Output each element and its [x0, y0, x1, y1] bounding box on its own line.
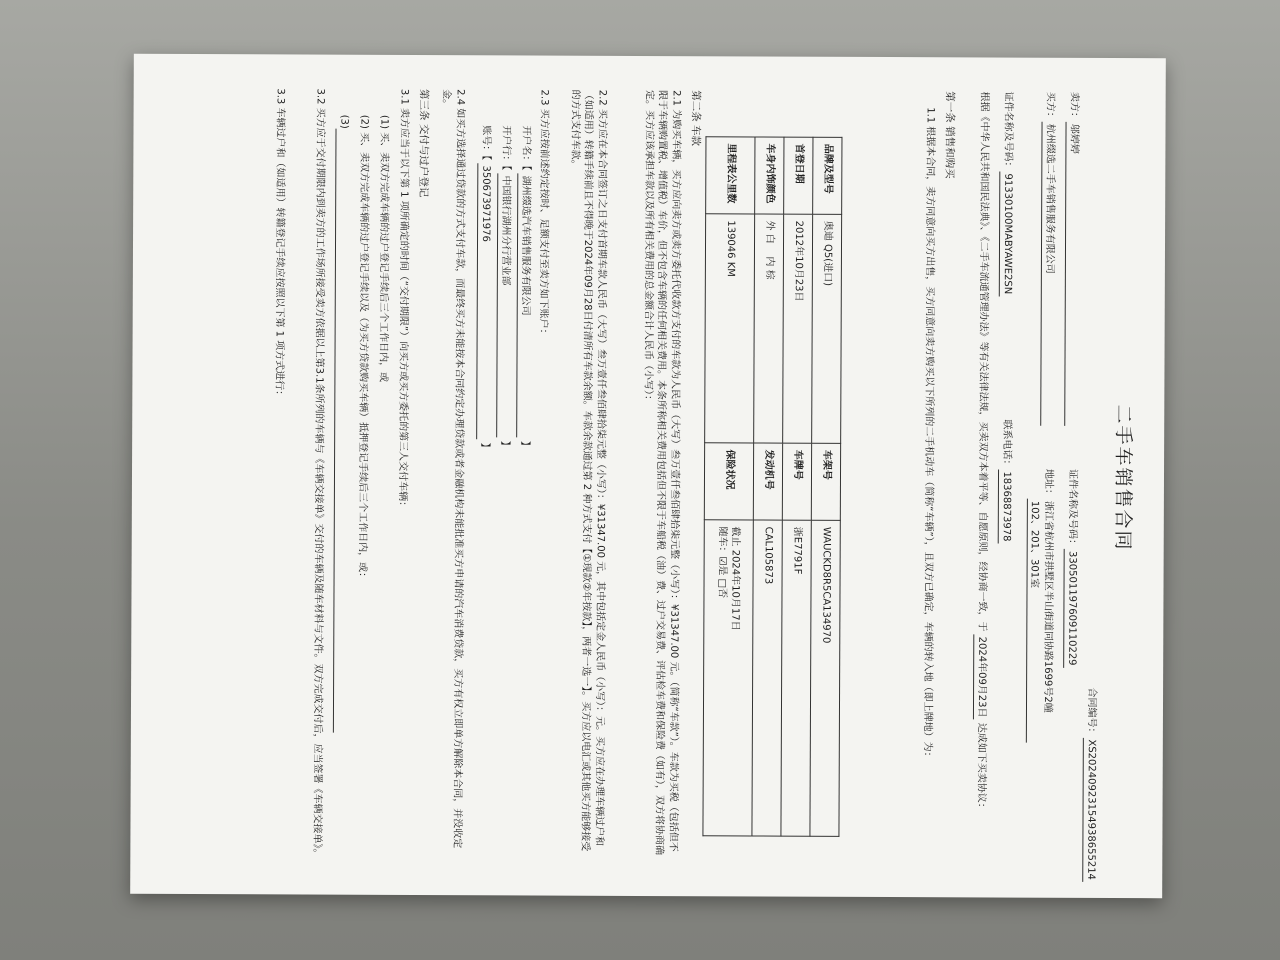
plate-label: 车牌号: [782, 443, 811, 520]
bank-row: 开户行：【 中国银行湖州分行营业部 】: [495, 125, 513, 875]
contract-paper: [130, 54, 1166, 898]
clause-3-2: 3.2 买方应于交付期限内到卖方的工作场所接受卖方依据以上第3.1条所列的车辆与《车辆交接单》交付的车辆及随车材料与文件。双方完成交付后，应当签署《车辆交接单》。: [311, 88, 326, 859]
brand-value: 奥迪 Q5(进口): [812, 214, 842, 443]
clause-3-1-option3: (3): [333, 115, 351, 855]
vin-label: 车架号: [811, 443, 840, 520]
mileage-value: 139046 KM: [705, 214, 755, 443]
brand-label: 品牌及型号: [813, 137, 842, 214]
contract-document: [141, 64, 1155, 888]
engine-value: CAL105873: [752, 520, 782, 836]
clause-2-2: 2.2 买方应在本合同签订之日支付首期车款人民币（大写）叁万壹仟叁佰肆拾柒元整（小写）：¥31347.00 元，其中包括定金人民币（小写）：元。买方应在办理车辆过户和（如适用）转籍手续前且不得晚于2024年09月28日付清所有车款余额。车款余款通过第 2 种方式支付【①现款②年按款】，两者一选一】。买方应以电汇或其他买方能够接受的方式支付车款。: [569, 89, 608, 852]
color-label: 车身内饰颜色: [755, 137, 784, 214]
color-value: 外 白 内 棕: [754, 214, 784, 443]
section3-title: 第三条 交付与过户登记: [417, 88, 430, 198]
insurance-value: 截止 2024年10月17日 随车：☑是 □否: [703, 520, 753, 836]
buyer-row: 买方：杭州缀选二手车销售服务有限公司 地址：浙江省杭州市拱墅区半山街道同协路1699号2幢102、201、301室: [1025, 92, 1056, 878]
account-name-row: 开户名：【 湖州缀选汽车销售服务有限公司 】: [515, 125, 533, 875]
clause-3-3: 3.3 车辆过户和（如适用）转籍登记手续应按照以下第 1 项方式进行：: [273, 88, 286, 401]
engine-label: 发动机号: [753, 443, 782, 520]
plate-value: 浙E7791F: [781, 520, 811, 836]
reg-date-label: 首登日期: [784, 137, 813, 214]
seller-row: 卖方：邬婷婷 证件名称及号码：330501197609110229: [1063, 92, 1081, 878]
vin-value: WAUCKD8R5CA134970: [810, 520, 840, 836]
clause-2-4: 2.4 如买方选择通过贷款的方式支付车款，而最终买方未能按本合同约定办理贷款或者金融机构未能批准买方申请的汽车消费贷款，买方有权立即单方解除本合同，并没收定金。: [441, 89, 466, 849]
reg-date-value: 2012年10月23日: [783, 214, 813, 443]
clause-2-1: 2.1 为购买车辆，买方应向卖方或卖方委托代收款方支付的车款为人民币（大写）叁万壹仟叁佰肆拾柒元整（小写）：¥31347.00 元。（简称“车款”）。车款为买税（包括但不限于车辆购置税、增值税）车价，但不包含车辆的任何相关费用。本条所称相关费用包括但不限于车船税（油）费、过户交易费、评估检车费和保险费（如有），双方将协商确定。买方应该承担车款以及所有相关费用的总金额合计人民币（小写）：: [642, 89, 682, 856]
clause-1-1: 1.1 根据本合同，卖方同意向买方出售，买方同意向卖方购买以下所列的二手机动车（简称“车辆”），且双方已确定，车辆的转入地（即上牌地）为：: [921, 107, 936, 762]
clause-3-1-option1: (1) 买、卖双方完成车辆的过户登记手续后三个工作日内，或: [377, 114, 390, 383]
clause-3-1: 3.1 卖方应当于以下第 1 项所确定的时间（“交付期限”）向买方或买方委托的第三人交付车辆：: [396, 88, 410, 512]
insurance-label: 保险状况: [704, 443, 753, 520]
contract-number: 合同编号：XS20240923154938655214: [1083, 687, 1098, 882]
mileage-label: 里程表公里数: [706, 137, 755, 214]
contract-title: 二手车销售合同: [1111, 404, 1135, 552]
basis-paragraph: 根据《中华人民共和国民法典》、《二手车流通管理办法》等有关法律法规，买卖双方本着平等、自愿原则，经协商一致，于 2024年09月23日 达成如下买卖协议：: [973, 91, 991, 861]
buyer-id-row: 证件名称及号码：91330100MABYAWE2SN 联系电话：18368873978: [997, 92, 1015, 878]
section2-title: 第二条 车款: [689, 90, 702, 147]
account-number-row: 账号：【 350673971976 】: [475, 125, 493, 875]
vehicle-table: [702, 136, 842, 837]
section1-title: 第一条 销售和购买: [943, 91, 956, 179]
clause-3-1-option2: (2) 买、卖双方完成车辆的过户登记手续以及（为买方贷款购买车辆）抵押登记手续后三个工作日内，或：: [356, 114, 370, 583]
clause-2-3: 2.3 买方应按前述约定按时、足额支付至卖方如下账户：: [537, 89, 550, 339]
